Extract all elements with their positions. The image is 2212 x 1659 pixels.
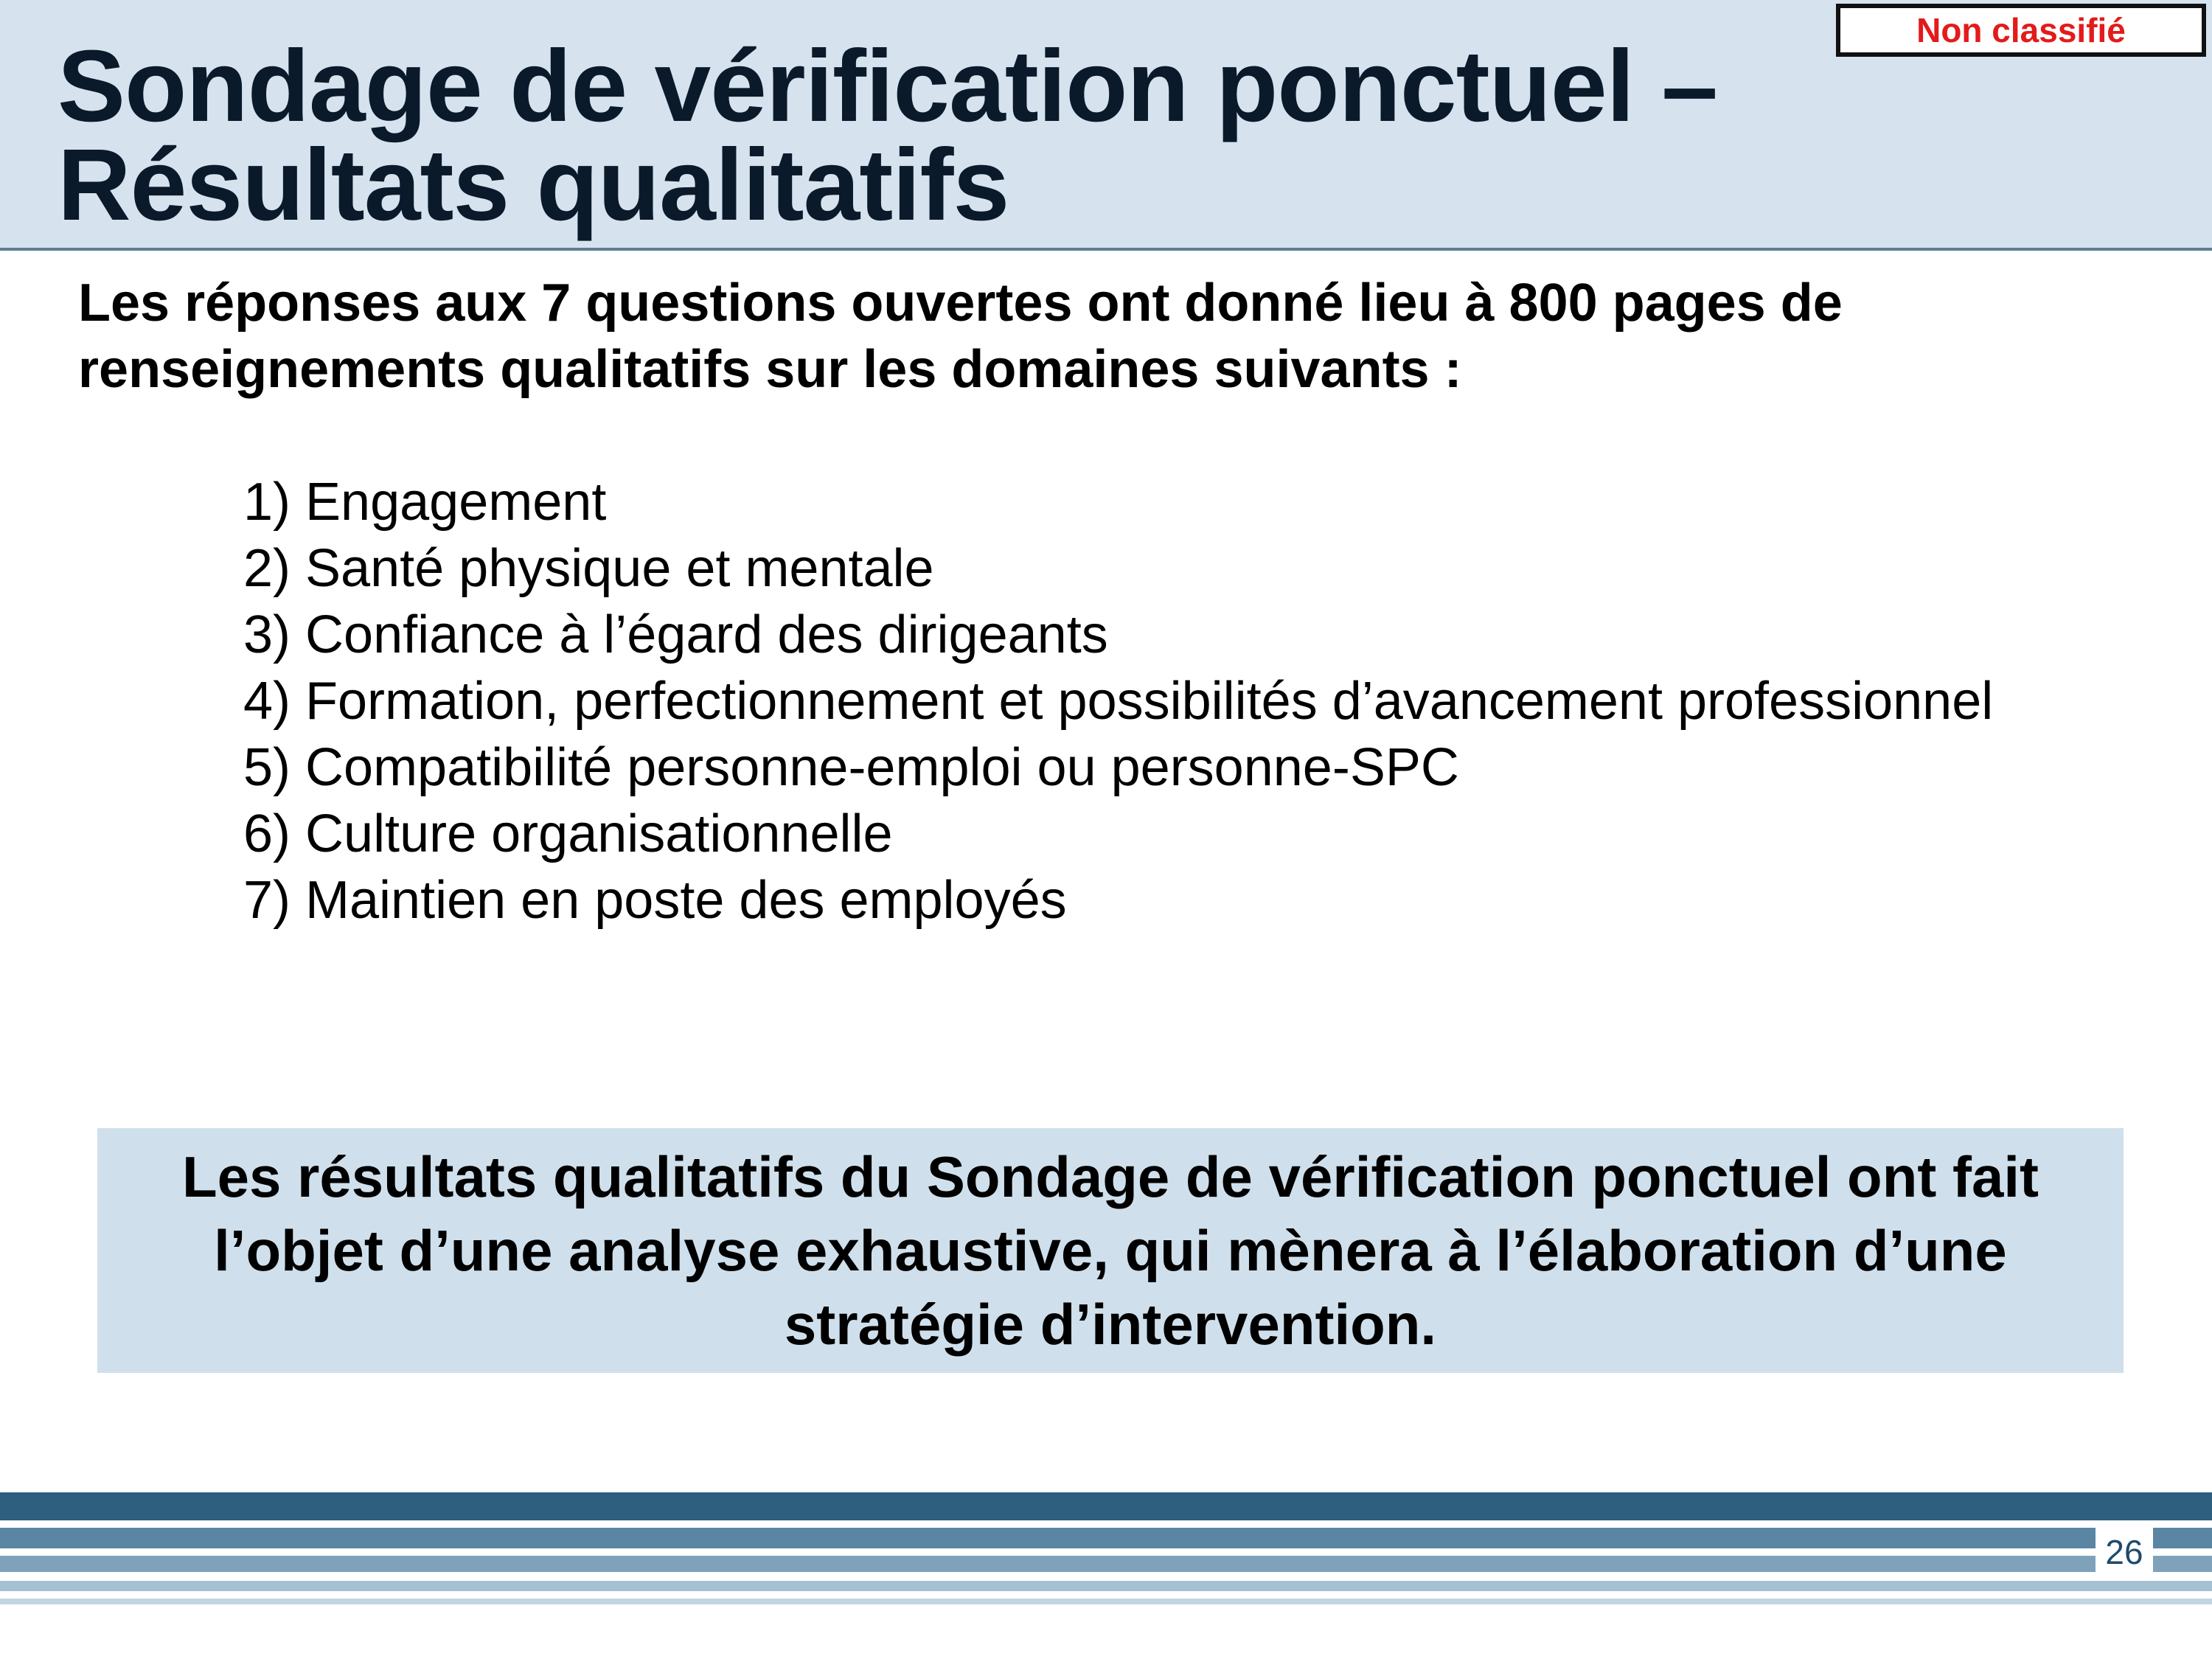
domain-list [243,469,1993,933]
list-item: 6) Culture organisationnelle [243,804,893,863]
conclusion-line-1: Les résultats qualitatifs du Sondage de vérification ponctuel ont fait [181,1144,2039,1209]
list-item: 4) Formation, perfectionnement et possibilités d’avancement professionnel [243,672,1994,731]
page-number: 26 [2096,1526,2153,1578]
page-title [58,29,1718,242]
footer-stripe [0,1556,2212,1572]
intro-line-1: Les réponses aux 7 questions ouvertes ont donné lieu à 800 pages de [78,274,1843,333]
conclusion-line-3: stratégie d’intervention. [784,1292,1437,1357]
page-title-line-1: Sondage de vérification ponctuel – [58,29,1718,143]
classification-badge: Non classifié [1836,4,2206,57]
conclusion-text [182,1140,2039,1361]
conclusion-line-2: l’objet d’une analyse exhaustive, qui mènera à l’élaboration d’une [214,1218,2007,1283]
list-item: 1) Engagement [243,473,607,532]
list-item: 7) Maintien en poste des employés [243,871,1067,930]
list-item: 2) Santé physique et mentale [243,539,934,598]
title-banner [0,0,2212,251]
footer-stripe [0,1599,2212,1604]
list-item: 5) Compatibilité personne-emploi ou personne-SPC [243,738,1459,797]
intro-paragraph [78,270,2128,403]
conclusion-callout [97,1128,2124,1373]
footer-stripe [0,1528,2212,1548]
intro-line-2: renseignements qualitatifs sur les domaines suivants : [78,340,1462,399]
list-item: 3) Confiance à l’égard des dirigeants [243,605,1108,664]
footer-stripe [0,1492,2212,1520]
footer-stripe [0,1581,2212,1591]
page-title-line-2: Résultats qualitatifs [58,128,1009,242]
